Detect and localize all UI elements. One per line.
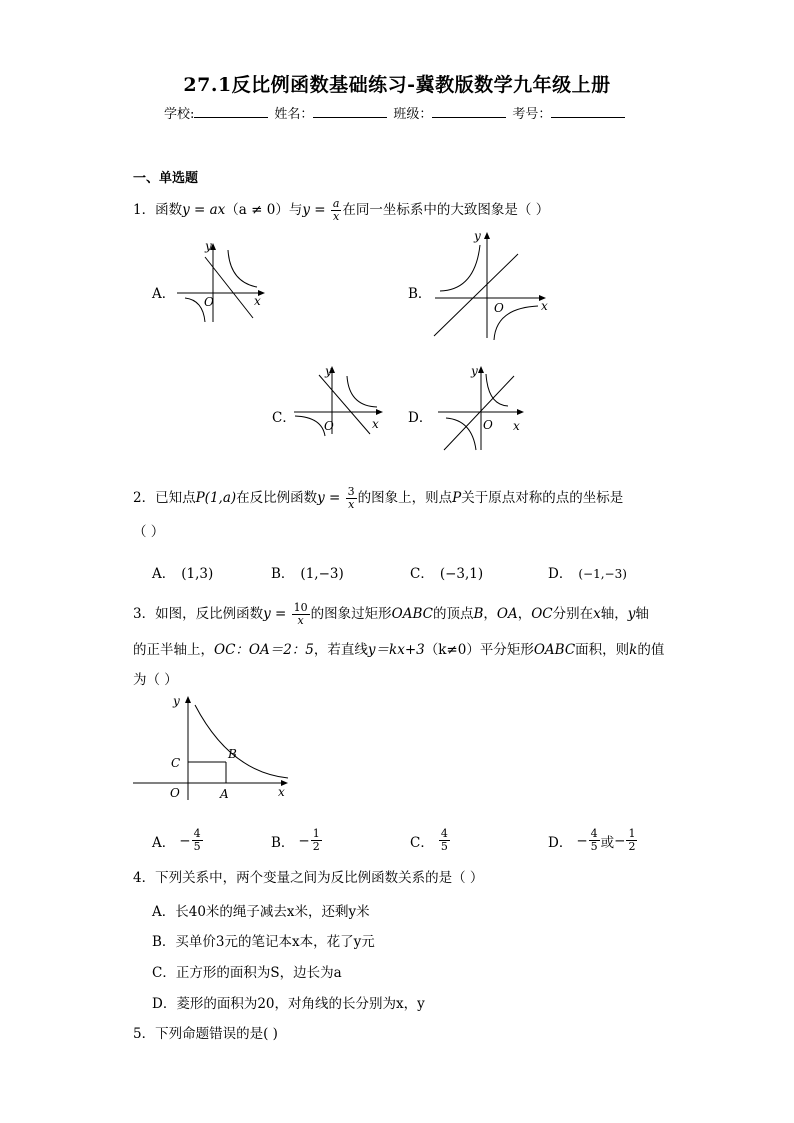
school-label: 学校: (164, 107, 195, 122)
exam-no-label: 考号： (512, 107, 552, 122)
q2-option-d[interactable]: D． (−1,−3) (548, 566, 627, 582)
svg-text:O: O (324, 419, 334, 433)
q4-option-a[interactable]: A．长40米的绳子减去x米，还剩y米 (152, 904, 370, 920)
q3-option-c[interactable]: C． $\frac{4}{5}$ (410, 827, 448, 853)
q3-option-b[interactable]: B． − $\frac{1}{2}$ (271, 827, 320, 853)
q1-graph-c[interactable] (292, 362, 387, 437)
class-field[interactable] (432, 103, 506, 118)
svg-text:x: x (278, 785, 285, 799)
q3-figure (130, 690, 295, 805)
q2-option-a[interactable]: A． (1,3) (152, 566, 214, 582)
name-label: 姓名： (274, 107, 314, 122)
q1-option-d-label[interactable]: D． (408, 410, 433, 426)
fraction-a-over-x: $\frac{a}{x}$ (332, 197, 340, 223)
svg-text:A: A (220, 787, 229, 801)
q1-graph-d[interactable] (436, 362, 531, 454)
svg-text:y: y (325, 364, 332, 378)
name-field[interactable] (313, 103, 387, 118)
q2-option-b[interactable]: B． (1,−3) (271, 566, 344, 582)
svg-text:y: y (471, 364, 478, 378)
q1-graph-b[interactable] (430, 228, 555, 343)
question-3-line-2: 的正半轴上，OC：OA＝2：5，若直线y＝kx+3（k≠0）平分矩形OABC面积，则k的值 (133, 642, 665, 658)
question-3-line-3: 为（ ） (133, 672, 178, 688)
question-2-stem: 2．已知点P(1,a)在反比例函数y = $\frac{3}{x}$ 的图象上，则点P关于原点对称的点的坐标是 (133, 485, 624, 511)
school-field[interactable] (194, 103, 268, 118)
svg-text:x: x (541, 299, 548, 313)
svg-text:x: x (372, 417, 379, 431)
student-info-row (164, 103, 631, 122)
q1-option-a-label[interactable]: A． (152, 286, 176, 302)
svg-text:O: O (170, 786, 180, 800)
q1-option-c-label[interactable]: C． (272, 410, 296, 426)
svg-text:C: C (171, 756, 181, 770)
svg-text:B: B (228, 747, 237, 761)
fraction-10-over-x: $\frac{10}{x}$ (293, 601, 308, 627)
svg-text:O: O (494, 301, 504, 315)
svg-text:y: y (474, 229, 481, 243)
q3-option-d[interactable]: D． − $\frac{4}{5}$ 或 − $\frac{1}{2}$ (548, 827, 636, 853)
q1-graph-a[interactable] (175, 240, 270, 325)
class-label: 班级： (393, 107, 433, 122)
section-title: 一、单选题 (133, 171, 199, 186)
svg-text:O: O (483, 418, 493, 432)
svg-text:y: y (205, 240, 212, 253)
svg-text:O: O (204, 295, 214, 309)
page-title: 27.1反比例函数基础练习-冀教版数学九年级上册 (183, 74, 611, 96)
q3-option-a[interactable]: A． − $\frac{4}{5}$ (152, 827, 201, 853)
question-5-stem: 5．下列命题错误的是( ) (133, 1026, 278, 1042)
question-4-stem: 4．下列关系中，两个变量之间为反比例函数关系的是（ ） (133, 870, 484, 886)
q1-option-b-label[interactable]: B． (408, 286, 432, 302)
q2-option-c[interactable]: C． (−3,1) (410, 566, 484, 582)
question-2-paren: （ ） (133, 524, 165, 540)
q4-option-d[interactable]: D．菱形的面积为20，对角线的长分别为x，y (152, 996, 425, 1012)
svg-text:x: x (513, 419, 520, 433)
question-3-line-1: 3．如图，反比例函数y = $\frac{10}{x}$ 的图象过矩形OABC的顶点B，OA，OC分别在x轴，y轴 (133, 601, 649, 627)
question-1-stem: 1．函数y = ax（a ≠ 0）与y = $\frac{a}{x}$ 在同一坐标系中的大致图象是（ ） (133, 197, 550, 223)
svg-text:y: y (173, 694, 180, 708)
q4-option-b[interactable]: B．买单价3元的笔记本x本，花了y元 (152, 934, 375, 950)
q4-option-c[interactable]: C．正方形的面积为S，边长为a (152, 965, 342, 981)
fraction-3-over-x: $\frac{3}{x}$ (347, 485, 355, 511)
svg-text:x: x (254, 294, 261, 308)
exam-no-field[interactable] (551, 103, 625, 118)
